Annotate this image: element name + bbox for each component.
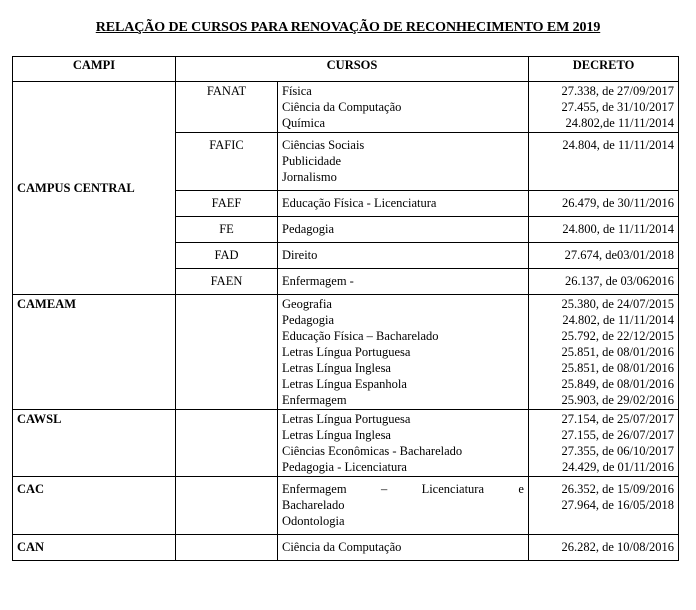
faculty-name: FAEN [176,269,278,295]
campus-name: CAN [13,535,176,561]
course-cell: Direito [278,243,529,269]
header-decreto: DECRETO [529,57,679,82]
faculty-empty [176,410,278,477]
decree-list: 27.338, de 27/09/2017 27.455, de 31/10/2017 24.802,de 11/11/2014 [529,82,679,133]
table-row [13,535,679,561]
table-row [13,410,679,477]
course-list: Letras Língua Portuguesa Letras Língua Inglesa Ciências Econômicas - Bacharelado Pedagogia - Licenciatura [278,410,529,477]
faculty-name: FANAT [176,82,278,133]
decree-cell: 27.674, de03/01/2018 [529,243,679,269]
decree-list: 26.352, de 15/09/2016 27.964, de 16/05/2018 [529,477,679,535]
course-cell: Educação Física - Licenciatura [278,191,529,217]
faculty-empty [176,477,278,535]
decree-cell: 26.137, de 03/062016 [529,269,679,295]
document-title: RELAÇÃO DE CURSOS PARA RENOVAÇÃO DE RECONHECIMENTO EM 2019 [95,20,601,35]
course-list: Ciências Sociais Publicidade Jornalismo [278,133,529,191]
table-row [13,477,679,535]
decree-list: 25.380, de 24/07/2015 24.802, de 11/11/2014 25.792, de 22/12/2015 25.851, de 08/01/2016 25.851, de 08/01/2016 25.849, de 08/01/2016 25.903, de 29/02/2016 [529,295,679,410]
decree-cell: 26.282, de 10/08/2016 [529,535,679,561]
course-list: Geografia Pedagogia Educação Física – Bacharelado Letras Língua Portuguesa Letras Língua Inglesa Letras Língua Espanhola Enfermagem [278,295,529,410]
course-list: Física Ciência da Computação Química [278,82,529,133]
faculty-name: FAFIC [176,133,278,191]
decree-cell: 26.479, de 30/11/2016 [529,191,679,217]
table-row [13,295,679,410]
campus-name: CAC [13,477,176,535]
course-cell: Ciência da Computação [278,535,529,561]
course-cell: Enfermagem - [278,269,529,295]
decree-list: 27.154, de 25/07/2017 27.155, de 26/07/2017 27.355, de 06/10/2017 24.429, de 01/11/2016 [529,410,679,477]
faculty-empty [176,535,278,561]
header-row [13,57,679,82]
faculty-name: FE [176,217,278,243]
course-cell: Pedagogia [278,217,529,243]
header-cursos: CURSOS [176,57,529,82]
header-campi: CAMPI [13,57,176,82]
campus-name: CAWSL [13,410,176,477]
decree-list: 24.804, de 11/11/2014 [529,133,679,191]
campus-name: CAMPUS CENTRAL [13,82,176,295]
decree-cell: 24.800, de 11/11/2014 [529,217,679,243]
campus-name: CAMEAM [13,295,176,410]
course-list: Enfermagem – Licenciatura e Bacharelado Odontologia [278,477,529,535]
table-row [13,82,679,133]
faculty-name: FAEF [176,191,278,217]
course-justified-line: Enfermagem – Licenciatura e [282,482,524,496]
courses-table [12,56,679,561]
faculty-name: FAD [176,243,278,269]
faculty-empty [176,295,278,410]
